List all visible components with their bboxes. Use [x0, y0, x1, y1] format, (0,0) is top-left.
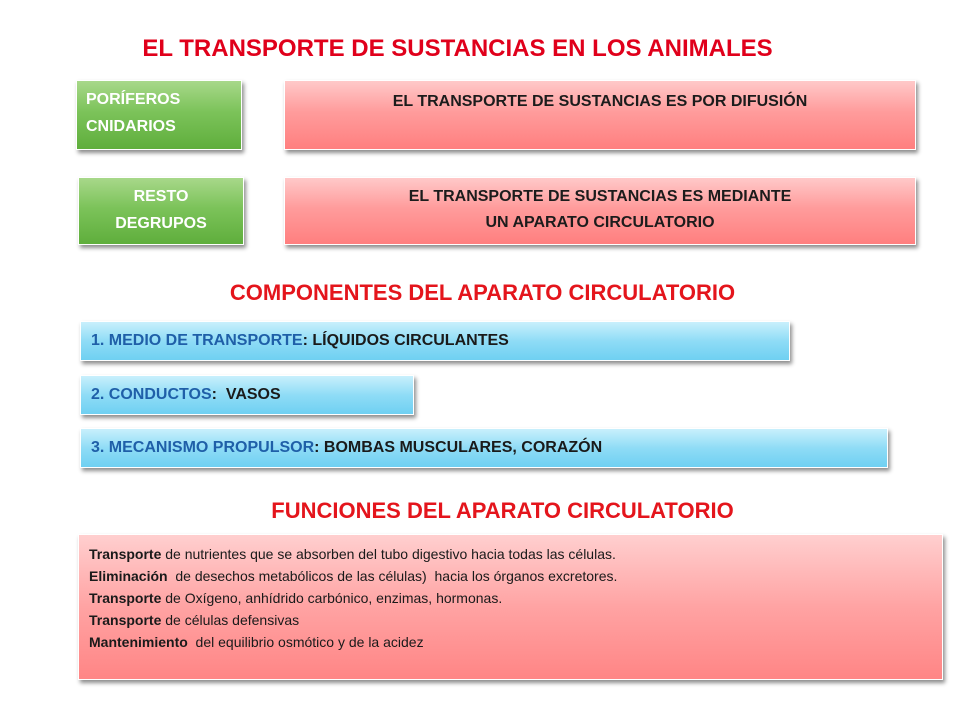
list-item: [89, 543, 932, 565]
component-item-conducts: [80, 375, 414, 415]
page-title: EL TRANSPORTE DE SUSTANCIAS EN LOS ANIMALES: [142, 35, 773, 62]
functions-list: [78, 534, 943, 680]
group-label-other-groups: [78, 177, 244, 245]
list-item: [89, 587, 932, 609]
description-line1: EL TRANSPORTE DE SUSTANCIAS ES POR DIFUSIÓN: [392, 93, 808, 110]
function-keyword: Transporte: [89, 612, 162, 628]
description-line1: EL TRANSPORTE DE SUSTANCIAS ES MEDIANTE: [408, 188, 792, 205]
component-value: LÍQUIDOS CIRCULANTES: [312, 332, 509, 349]
function-text: de desechos metabólicos de las células) hacia los órganos excretores.: [167, 568, 618, 584]
component-name: 1. MEDIO DE TRANSPORTE: [91, 332, 303, 349]
description-line2: UN APARATO CIRCULATORIO: [485, 214, 715, 231]
components-heading: COMPONENTES DEL APARATO CIRCULATORIO: [229, 280, 736, 305]
list-item: [89, 631, 932, 653]
group-label-line2: DEGRUPOS: [115, 215, 207, 232]
function-text: de Oxígeno, anhídrido carbónico, enzimas, hormonas.: [161, 590, 503, 606]
functions-heading: FUNCIONES DEL APARATO CIRCULATORIO: [271, 498, 734, 523]
function-keyword: Mantenimiento: [89, 634, 188, 650]
component-separator: :: [211, 386, 226, 403]
component-value: BOMBAS MUSCULARES, CORAZÓN: [323, 439, 603, 456]
component-separator: :: [314, 439, 324, 456]
group-label-line1: RESTO: [133, 188, 189, 205]
component-separator: :: [302, 332, 313, 349]
function-text: de células defensivas: [161, 612, 300, 628]
function-keyword: Eliminación: [89, 568, 168, 584]
group-label-line2: CNIDARIOS: [86, 118, 176, 135]
component-name: 2. CONDUCTOS: [91, 386, 212, 403]
function-keyword: Transporte: [89, 546, 162, 562]
function-text: del equilibrio osmótico y de la acidez: [187, 634, 424, 650]
list-item: [89, 565, 932, 587]
group-label-porifera-cnidaria: [76, 80, 242, 150]
component-item-transport-medium: [80, 321, 790, 361]
group-label-line1: PORÍFEROS: [86, 91, 181, 108]
component-value: VASOS: [225, 386, 281, 403]
function-keyword: Transporte: [89, 590, 162, 606]
component-name: 3. MECANISMO PROPULSOR: [91, 439, 315, 456]
function-text: de nutrientes que se absorben del tubo digestivo hacia todas las células.: [161, 546, 616, 562]
group-description-diffusion: [284, 80, 916, 150]
component-item-propulsor: [80, 428, 888, 468]
list-item: [89, 609, 932, 631]
group-description-circulatory-system: [284, 177, 916, 245]
